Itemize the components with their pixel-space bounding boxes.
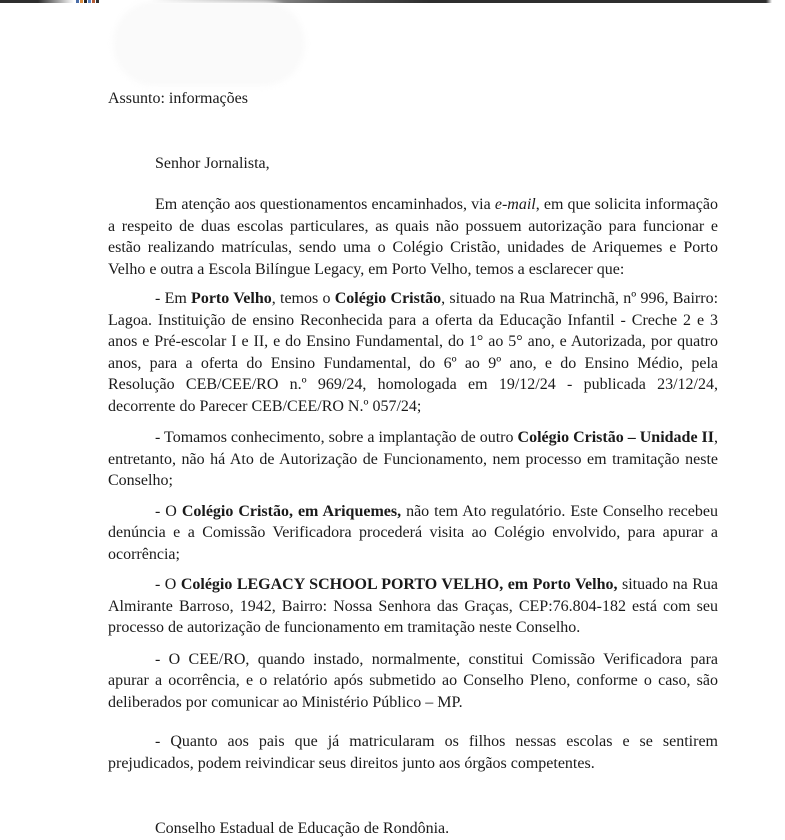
text-run: situado na Rua Almirante Barroso, 1942, Bairro: Nossa Senhora das Graças, CEP:76.804-182 está com seu processo de autorização de funcionamento em tramitação neste Conselho. [108, 576, 718, 636]
scan-edge-artifact [0, 0, 772, 3]
text-run: não tem Ato regulatório. Este Conselho recebeu denúncia e a Comissão Verificadora procederá visita ao Colégio envolvido, para apurar a ocorrência; [108, 502, 718, 563]
text-run: Em atenção aos questionamentos encaminhados, via [155, 196, 495, 213]
text-run: , em que solicita informação a respeito de duas escolas particulares, as quais não possuem autorização para funcionar e estão realizando matrículas, sendo uma o Colégio Cristão, unidades de Ariquemes e Porto Velho e outra a Escola Bilíngue Legacy, em Porto Velho, temos a esclarecer que: [108, 196, 718, 278]
scan-speck [88, 0, 91, 3]
letter-paragraph [108, 427, 718, 492]
letter-body [108, 88, 718, 840]
subject-line: Assunto: informações [108, 90, 248, 107]
text-run: Colégio Cristão, em Ariquemes, [181, 502, 402, 520]
scan-speck [80, 0, 83, 3]
text-run: , entretanto, não há Ato de Autorização de Funcionamento, nem processo em tramitação neste Conselho; [108, 429, 719, 489]
text-run: , temos o [271, 290, 335, 307]
text-run: - Tomamos conhecimento, sobre a implantação de outro [155, 429, 518, 446]
letter-paragraph [108, 731, 718, 774]
text-run: Colégio Cristão – Unidade II [517, 429, 715, 446]
letter-paragraphs [108, 194, 718, 774]
letter-paragraph [108, 288, 718, 417]
text-run: - O CEE/RO, quando instado, normalmente, constitui Comissão Verificadora para apurar a ocorrência, e o relatório após submetido ao Conselho Pleno, conforme o caso, são deliberados por comunicar ao Ministério Público – MP. [108, 650, 718, 711]
text-run: - Quanto aos pais que já matricularam os filhos nessas escolas e se sentirem prejudicados, podem reivindicar seus direitos junto aos órgãos competentes. [108, 733, 718, 772]
scan-speck [76, 0, 79, 3]
whiteout-letterhead-artifact [113, 1, 305, 86]
signature-line: Conselho Estadual de Educação de Rondônia. [155, 820, 450, 837]
text-run: - O [155, 502, 182, 520]
letter-paragraph [108, 501, 718, 566]
letter-paragraph [108, 649, 718, 714]
text-run: e-mail [494, 196, 536, 213]
text-run: Colégio LEGACY SCHOOL PORTO VELHO, em Porto Velho, [180, 576, 618, 593]
letter-paragraph [108, 194, 718, 280]
text-run: Porto Velho [191, 290, 272, 307]
scan-speck [96, 0, 99, 3]
salutation: Senhor Jornalista, [155, 154, 270, 172]
letter-paragraph [108, 574, 718, 639]
text-run: - Em [155, 290, 192, 307]
text-run: Colégio Cristão [334, 290, 442, 307]
text-run: - O [155, 576, 181, 593]
scan-speck [84, 0, 87, 3]
text-run: , situado na Rua Matrinchã, nº 996, Bairro: Lagoa. Instituição de ensino Reconhecida para a oferta da Educação Infantil - Creche 2 e 3 anos e Pré-escolar I e II, e do Ensino Fundamental, do 1° ao 5° ano, e Autorizada, por quatro anos, para a oferta do Ensino Fundamental, do 6º ao 9º ano, e do Ensino Médio, pela Resolução CEB/CEE/RO n.º 969/24, homologada em 19/12/24 - publicada 23/12/24, decorrente do Parecer CEB/CEE/RO N.º 057/24; [108, 290, 719, 415]
scan-speck [92, 0, 95, 3]
